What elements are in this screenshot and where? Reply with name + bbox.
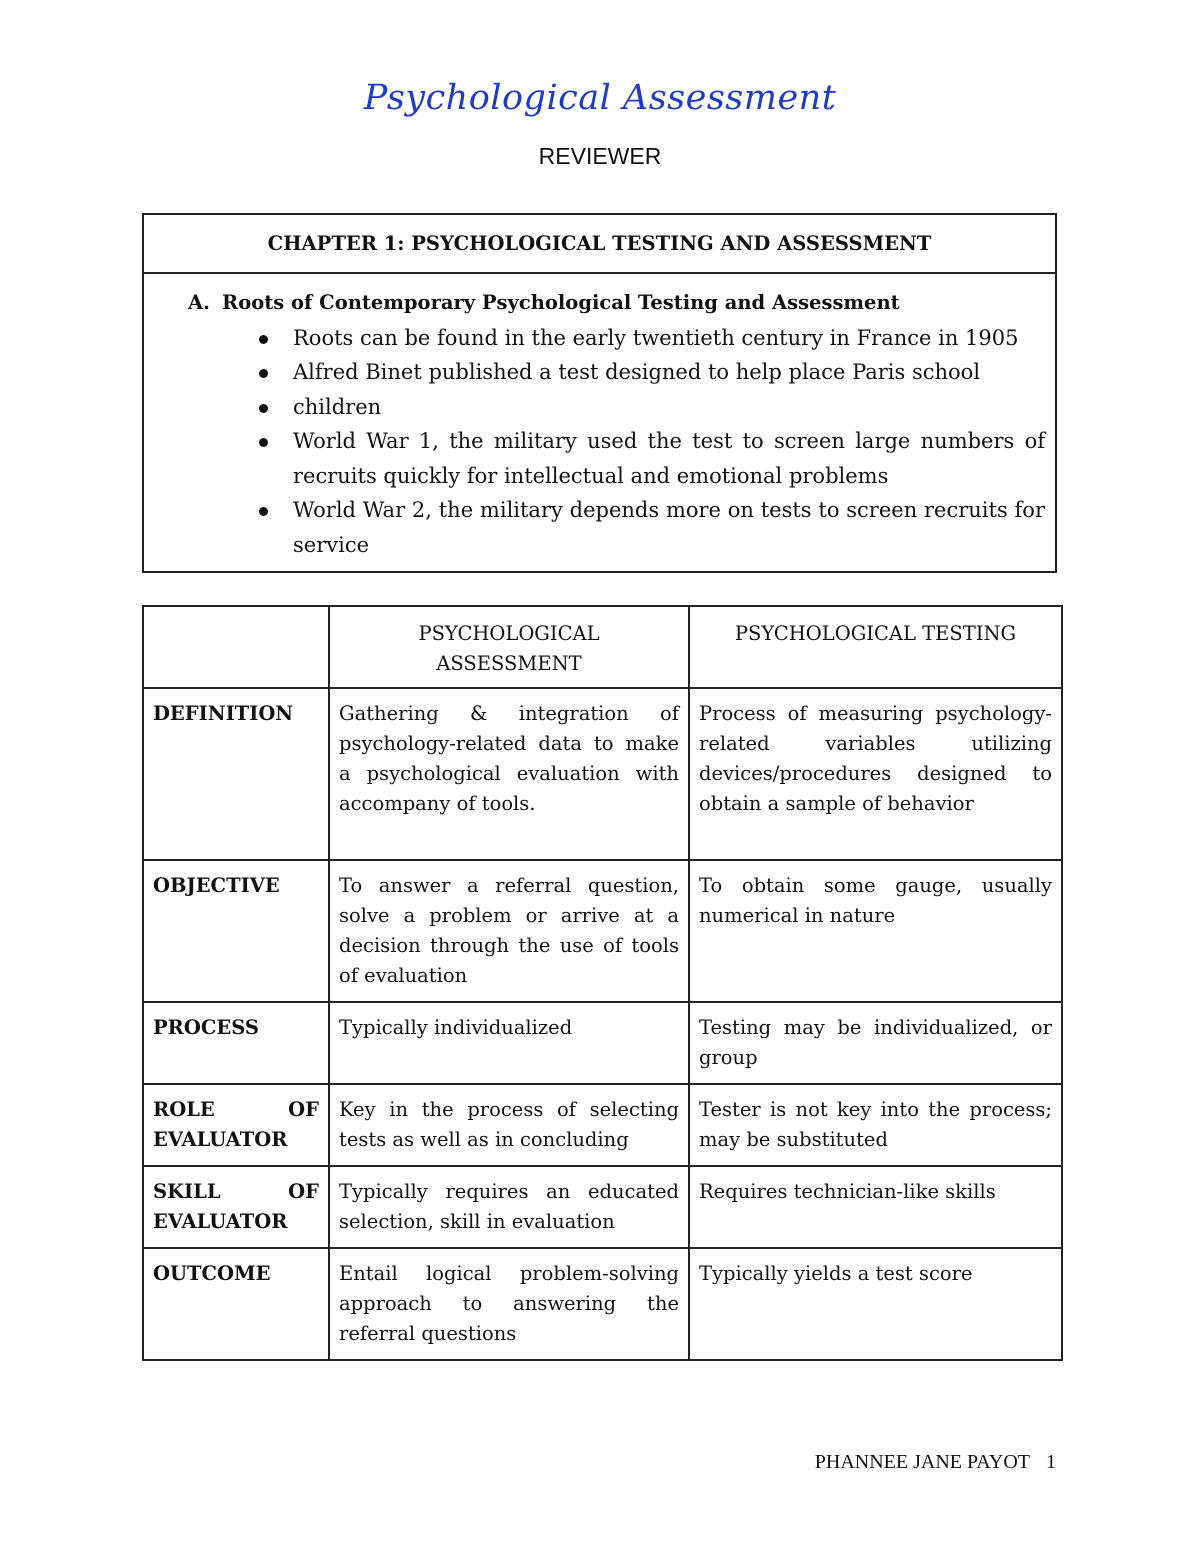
footer-author: PHANNEE JANE PAYOT bbox=[814, 1451, 1030, 1473]
row-label: PROCESS bbox=[143, 1002, 329, 1084]
table-header-testing: PSYCHOLOGICAL TESTING bbox=[689, 606, 1062, 688]
assessment-cell: To answer a referral question, solve a problem or arrive at a decision through the use of tools of evaluation bbox=[329, 860, 689, 1002]
assessment-cell: Gathering & integration of psychology-related data to make a psychological evaluation with accompany of tools. bbox=[329, 688, 689, 860]
bullet-item: children bbox=[293, 390, 1045, 425]
assessment-cell: Typically individualized bbox=[329, 1002, 689, 1084]
testing-cell: Process of measuring psychology-related variables utilizing devices/procedures designed to obtain a sample of behavior bbox=[689, 688, 1062, 860]
table-header-row bbox=[143, 606, 1062, 688]
testing-cell: Tester is not key into the process; may be substituted bbox=[689, 1084, 1062, 1166]
table-row bbox=[143, 1166, 1062, 1248]
table-header-empty bbox=[143, 606, 329, 688]
page-footer bbox=[815, 1451, 1056, 1474]
testing-cell: To obtain some gauge, usually numerical in nature bbox=[689, 860, 1062, 1002]
row-label: SKILL OF EVALUATOR bbox=[143, 1166, 329, 1248]
row-label: OUTCOME bbox=[143, 1248, 329, 1360]
bullet-item: Alfred Binet published a test designed to help place Paris school bbox=[293, 355, 1045, 390]
document-title: Psychological Assessment bbox=[363, 78, 837, 118]
testing-cell: Testing may be individualized, or group bbox=[689, 1002, 1062, 1084]
bullet-list bbox=[188, 321, 1045, 563]
chapter-box bbox=[142, 213, 1057, 573]
row-label: DEFINITION bbox=[143, 688, 329, 860]
section-title: Roots of Contemporary Psychological Testing and Assessment bbox=[222, 291, 900, 314]
document-subtitle: REVIEWER bbox=[538, 143, 662, 169]
page-number: 1 bbox=[1046, 1451, 1056, 1473]
bullet-item: Roots can be found in the early twentieth century in France in 1905 bbox=[293, 321, 1045, 356]
row-label: ROLE OF EVALUATOR bbox=[143, 1084, 329, 1166]
bullet-item: World War 1, the military used the test to screen large numbers of recruits quickly for intellectual and emotional problems bbox=[293, 424, 1045, 493]
table-row bbox=[143, 688, 1062, 860]
testing-cell: Requires technician-like skills bbox=[689, 1166, 1062, 1248]
assessment-cell: Entail logical problem-solving approach to answering the referral questions bbox=[329, 1248, 689, 1360]
table-row bbox=[143, 1084, 1062, 1166]
table-row bbox=[143, 1248, 1062, 1360]
assessment-cell: Key in the process of selecting tests as well as in concluding bbox=[329, 1084, 689, 1166]
chapter-heading: CHAPTER 1: PSYCHOLOGICAL TESTING AND ASSESSMENT bbox=[144, 215, 1055, 274]
comparison-table bbox=[142, 605, 1063, 1361]
table-header-assessment: PSYCHOLOGICAL ASSESSMENT bbox=[329, 606, 689, 688]
table-row bbox=[143, 860, 1062, 1002]
section-letter: A. bbox=[188, 291, 210, 314]
table-row bbox=[143, 1002, 1062, 1084]
section-heading bbox=[188, 286, 1045, 321]
testing-cell: Typically yields a test score bbox=[689, 1248, 1062, 1360]
bullet-item: World War 2, the military depends more on tests to screen recruits for service bbox=[293, 493, 1045, 562]
chapter-body bbox=[144, 274, 1055, 571]
assessment-cell: Typically requires an educated selection, skill in evaluation bbox=[329, 1166, 689, 1248]
row-label: OBJECTIVE bbox=[143, 860, 329, 1002]
